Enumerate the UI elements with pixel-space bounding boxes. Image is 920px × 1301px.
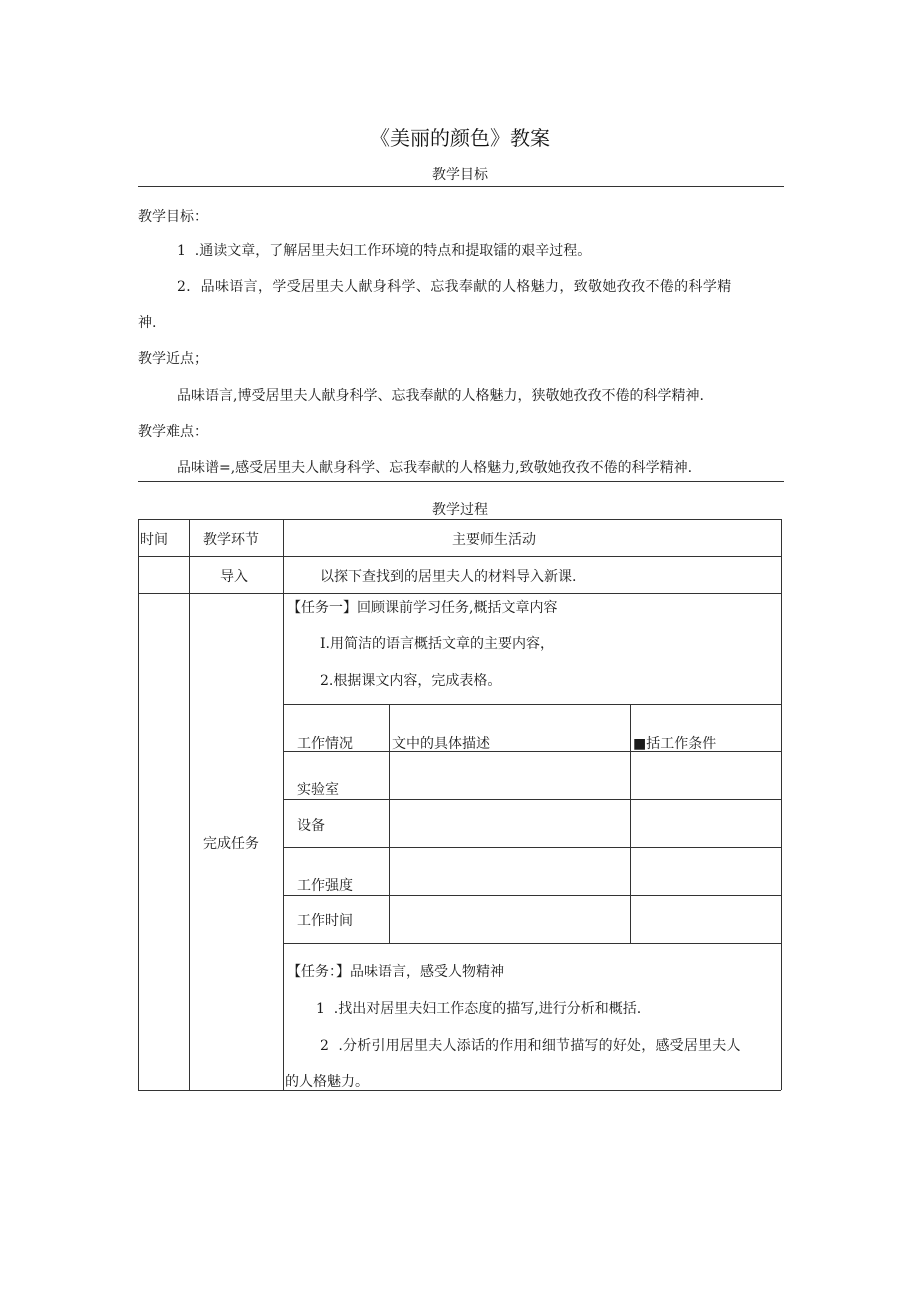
inner-row-lab: 实验室 — [297, 782, 339, 798]
document-title: 《美丽的颜色》教案 — [370, 126, 550, 150]
objectives-bottom-rule — [138, 481, 784, 482]
key-points-label: 教学近点； — [138, 351, 208, 367]
process-heading: 教学过程 — [432, 502, 488, 518]
inner-header-conditions: ■括工作条件 — [633, 736, 717, 752]
task-2-item-2-line-1: 2 .分析引用居里夫人添话的作用和细节描写的好处，感受居里夫人 — [320, 1038, 741, 1054]
inner-row-intensity: 工作强度 — [297, 878, 353, 894]
task-stage: 完成任务 — [203, 836, 259, 852]
goal-1: 1 .通读文章，了解居里夫妇工作环境的特点和提取镭的艰辛过程。 — [177, 243, 592, 259]
header-time: 时间 — [140, 532, 168, 548]
task-2-item-1: 1 .找出对居里夫妇工作态度的描写,进行分析和概括. — [316, 1001, 642, 1017]
difficult-points-text: 品味谱=,感受居里夫人献身科学、忘我奉献的人格魅力,致敬她孜孜不倦的科学精神. — [177, 460, 693, 476]
difficult-points-label: 教学难点： — [138, 424, 208, 440]
task-2-title: 【任务：】品味语言，感受人物精神 — [287, 964, 504, 980]
goal-2-line-1: 2．品味语言，学受居里夫人献身科学、忘我奉献的人格魅力，致敬她孜孜不倦的科学精 — [177, 279, 732, 295]
goals-label: 教学目标： — [138, 209, 208, 225]
task-1-title: 【任务一】回顾课前学习任务,概括文章内容 — [287, 600, 558, 616]
task-1-item-2: 2.根据课文内容，完成表格。 — [320, 673, 502, 689]
key-points-text: 品味语言,博受居里夫人献身科学、忘我奉献的人格魅力，狭敬她孜孜不倦的科学精神. — [177, 388, 704, 404]
intro-activity: 以探下查找到的居里夫人的材料导入新课. — [320, 569, 577, 585]
header-activity: 主要师生活动 — [452, 532, 536, 548]
inner-row-hours: 工作时间 — [297, 913, 353, 929]
intro-stage: 导入 — [220, 569, 248, 585]
objectives-heading: 教学目标 — [432, 167, 488, 183]
header-stage: 教学环节 — [203, 532, 259, 548]
inner-header-description: 文中的具体描述 — [392, 736, 490, 752]
goal-2-line-2: 神. — [138, 315, 157, 331]
inner-header-situation: 工作情况 — [297, 736, 353, 752]
inner-row-equipment: 设备 — [297, 818, 325, 834]
task-2-item-2-line-2: 的人格魅力。 — [285, 1074, 369, 1090]
task-1-item-1: I.用简洁的语言概括文章的主要内容， — [320, 636, 554, 652]
objectives-top-rule — [138, 186, 784, 187]
